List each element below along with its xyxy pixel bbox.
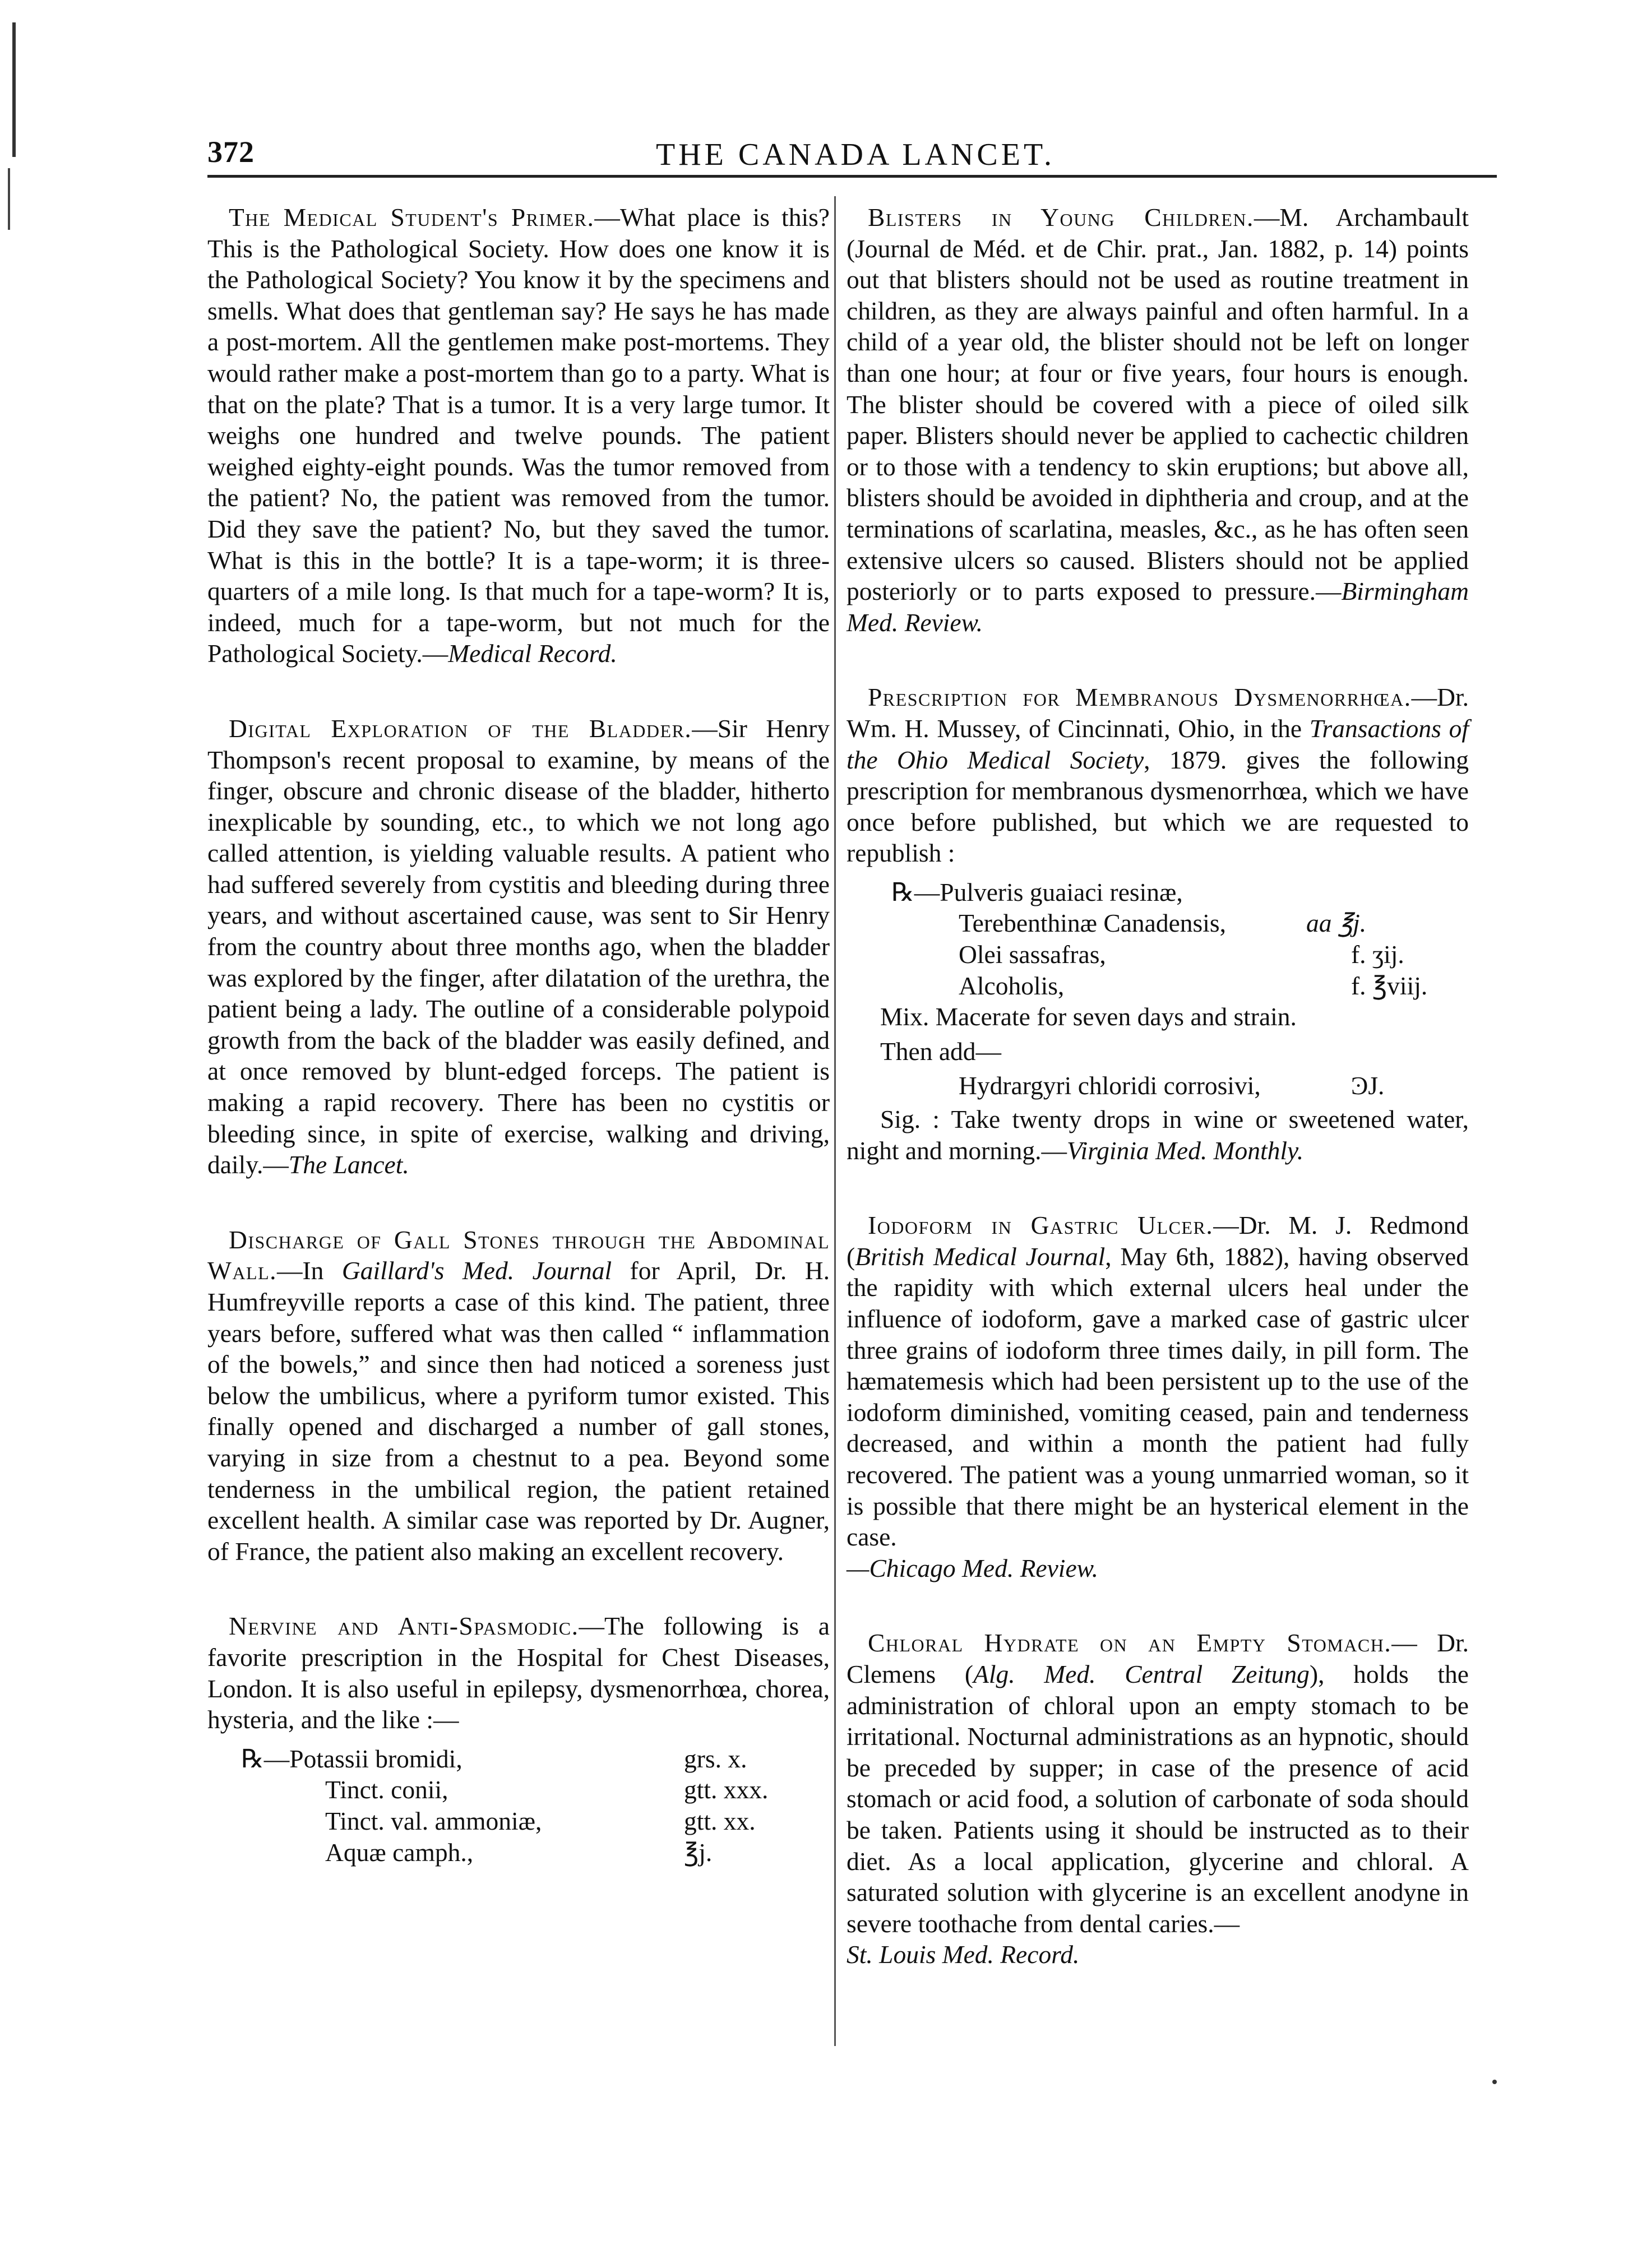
prescription-line [207, 1837, 830, 1868]
article-text: ), holds the administration of chloral upon an empty stomach to be irritational. Nocturnal administrations as an hypnotic, should be preceded by supper; in case of the presence of acid stomach or acid food, a solution of carbonate of soda should be taken. Patients using it should be instructed as to their diet. As a local application, glycerine and chloral. A saturated solution with glycerine is an excellent anodyne in severe toothache from dental caries.— [847, 1659, 1469, 1938]
prescription [207, 1743, 830, 1868]
article-body [847, 1627, 1469, 1970]
article-source: —Chicago Med. Review. [847, 1553, 1098, 1582]
dose: gtt. xx. [684, 1806, 756, 1835]
article-heading: Chloral Hydrate on an Empty Stomach. [868, 1628, 1392, 1658]
article-text: for April, Dr. H. Humfreyville reports a case of this kind. The patient, three years before, suffered what was then called “ inflammation of the bowels,” and since then had noticed a soreness just below the umbilicus, where a pyriform tumor existed. This finally opened and discharged a number of gall stones, varying in size from a chestnut to a pea. Beyond some tenderness in the umbilical region, the patient retained excellent health. A similar case was reported by Dr. Augner, of France, the patient also making an excellent recovery. [207, 1256, 830, 1566]
ink-dot [1492, 2080, 1497, 2084]
article-source: Birmingham Med. Review. [847, 577, 1469, 637]
article-text: —The following is a favorite prescription in the Hospital for Chest Diseases, London. It is also useful in epilepsy, dysmenorrhœa, chorea, hysteria, and the like :— [207, 1612, 830, 1734]
prescription-line [207, 1806, 830, 1837]
ingredient: Aquæ camph., [325, 1837, 474, 1867]
page-number: 372 [207, 135, 255, 169]
prescription-line [847, 970, 1469, 1002]
journal-title: Alg. Med. Central Zeitung [973, 1659, 1310, 1688]
prescription-line [207, 1743, 830, 1775]
article-source: Medical Record. [448, 639, 617, 668]
ingredient: Olei sassafras, [959, 940, 1106, 969]
left-column [207, 202, 830, 1870]
scan-edge-mark [12, 22, 16, 157]
ingredient: ℞—Potassii bromidi, [241, 1744, 462, 1773]
ingredient: Terebenthinæ Canadensis, [959, 909, 1226, 938]
article-text: —Dr. Wm. H. Mussey, of Cincinnati, Ohio, in the [847, 683, 1469, 743]
ingredient: Tinct. val. ammoniæ, [325, 1806, 542, 1835]
article-body [207, 1610, 830, 1735]
article-chloral-hydrate [847, 1627, 1469, 1970]
dose: gtt. xxx. [684, 1775, 769, 1804]
article-body [207, 713, 830, 1181]
article-nervine [207, 1610, 830, 1868]
prescription-line [847, 1070, 1469, 1101]
article-heading: The Medical Student's Primer. [229, 203, 595, 232]
article-heading: Blisters in Young Children. [868, 203, 1254, 232]
dose: grs. x. [684, 1744, 747, 1773]
article-text: — Dr. Clemens ( [847, 1628, 1469, 1688]
article-text: —Dr. M. J. Redmond ( [847, 1211, 1469, 1271]
article-source: St. Louis Med. Record. [847, 1940, 1080, 1969]
right-column [847, 202, 1469, 1970]
article-text: —M. Archambault (Journal de Méd. et de Chir. prat., Jan. 1882, p. 14) points out that blisters should not be used as routine treatment in children, as they are always painful and often harmful. In a child of a year old, the blister should not be left on longer than one hour; at four or five years, four hours is enough. The blister should be covered with a piece of oiled silk paper. Blisters should never be applied to cachectic children or to those with a tendency to skin eruptions; but above all, blisters should be avoided in diphtheria and croup, and at the terminations of scarlatina, measles, &c., as he has often seen extensive ulcers so caused. Blisters should not be applied posteriorly or to parts exposed to pressure.— [847, 203, 1469, 606]
mix-instruction: Mix. Macerate for seven days and strain. [880, 1002, 1297, 1031]
prescription-line [847, 877, 1469, 908]
article-text: , 1879. gives the following prescription for membranous dysmenorrhœa, which we have once before published, but which we are requested to republish : [847, 745, 1469, 868]
article-blisters [847, 202, 1469, 638]
ingredient: Tinct. conii, [325, 1775, 448, 1804]
prescription [847, 877, 1469, 1101]
article-body [207, 202, 830, 669]
article-text: —What place is this? This is the Pathological Society. How does one know it is the Pathological Society? You know it by the specimens and smells. What does that gentleman say? He says he has made a post-mortem. All the gentlemen make post-mortems. They would rather make a post-mortem than go to a party. What is that on the plate? That is a tumor. It is a very large tumor. It weighs one hundred and twelve pounds. The patient weighed eighty-eight pounds. Was the tumor removed from the patient? No, the patient was removed from the tumor. Did they save the patient? No, but they saved the tumor. What is this in the bottle? It is a tape-worm; it is three-quarters of a mile long. Is that much for a tape-worm? It is, indeed, much for a tape-worm, but not much for the Pathological Society.— [207, 203, 830, 668]
ingredient: Alcoholis, [959, 971, 1065, 1000]
article-heading: Prescription for Membranous Dysmenorrhœa. [868, 683, 1412, 712]
signature-instruction [847, 1104, 1469, 1166]
running-title: THE CANADA LANCET. [656, 137, 1056, 172]
article-heading: Discharge of Gall Stones through the Abdominal Wall. [207, 1225, 830, 1285]
journal-title: British Medical Journal [855, 1242, 1106, 1271]
journal-title: Gaillard's Med. Journal [341, 1256, 612, 1285]
then-add: Then add— [880, 1036, 1002, 1066]
dose: ϿJ. [1351, 1071, 1385, 1100]
article-gall-stones [207, 1224, 830, 1567]
ingredient: Hydrargyri chloridi corrosivi, [959, 1071, 1261, 1100]
article-medical-students-primer [207, 202, 830, 669]
scan-edge-mark [8, 168, 10, 230]
article-heading: Iodoform in Gastric Ulcer. [868, 1211, 1214, 1240]
column-divider [834, 196, 836, 2046]
article-body [207, 1224, 830, 1567]
article-heading: Nervine and Anti-Spasmodic. [229, 1612, 579, 1641]
article-heading: Digital Exploration of the Bladder. [229, 714, 692, 743]
article-iodoform [847, 1210, 1469, 1584]
dose: f. ʒij. [1351, 940, 1404, 969]
prescription-line [847, 908, 1469, 939]
article-body [847, 202, 1469, 638]
article-digital-exploration [207, 713, 830, 1181]
header-rule [207, 175, 1497, 178]
article-body [847, 1210, 1469, 1584]
article-dysmenorrhoea [847, 682, 1469, 1166]
sig-text: Sig. : Take twenty drops in wine or sweetened water, night and morning.— [847, 1105, 1469, 1165]
article-body [847, 682, 1469, 869]
article-text: —In [277, 1256, 342, 1285]
article-source: Virginia Med. Monthly. [1067, 1136, 1304, 1165]
dose: aa ℥j. [1306, 909, 1367, 938]
dose: f. ℥viij. [1351, 971, 1428, 1000]
article-source: The Lancet. [288, 1150, 409, 1179]
article-text: , May 6th, 1882), having observed the rapidity with which external ulcers heal under the influence of iodoform, gave a marked case of gastric ulcer three grains of iodoform three times daily, in pill form. The hæmatemesis which had been persistent up to the use of the iodoform diminished, vomiting ceased, pain and tenderness decreased, and within a month the patient had fully recovered. The patient was a young unmarried woman, so it is possible that there might be an hysterical element in the case. [847, 1242, 1469, 1552]
article-text: —Sir Henry Thompson's recent proposal to examine, by means of the finger, obscure and chronic disease of the bladder, hitherto inexplicable by sounding, etc., to which we not long ago called attention, is yielding valuable results. A patient who had suffered severely from cystitis and bleeding during three years, and without ascertained cause, was sent to Sir Henry from the country about three months ago, when the bladder was explored by the finger, after dilatation of the urethra, the patient being a lady. The outline of a considerable polypoid growth from the back of the bladder was easily defined, and at once removed by blunt-edged forceps. The patient is making a rapid recovery. There has been no cystitis or bleeding since, in spite of exercise, walking and driving, daily.— [207, 714, 830, 1179]
journal-title: Transactions of the Ohio Medical Society [847, 714, 1469, 774]
prescription-line [847, 939, 1469, 970]
dose: ℥j. [684, 1837, 713, 1867]
ingredient: ℞—Pulveris guaiaci resinæ, [891, 877, 1183, 906]
prescription-line [207, 1774, 830, 1806]
